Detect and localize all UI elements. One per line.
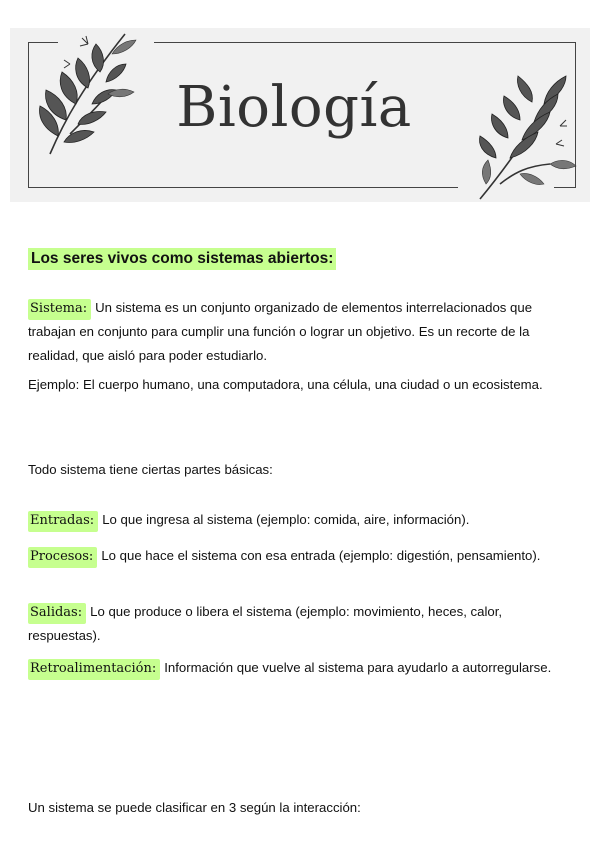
term-highlight: Sistema: (28, 299, 91, 320)
term-highlight: Procesos: (28, 547, 97, 568)
term-highlight: Retroalimentación: (28, 659, 160, 680)
part-salidas (28, 600, 576, 648)
term-highlight: Entradas: (28, 511, 98, 532)
part-text: Lo que ingresa al sistema (ejemplo: comida, aire, información). (102, 512, 470, 527)
example-paragraph: Ejemplo: El cuerpo humano, una computadora, una célula, una ciudad o un ecosistema. (28, 377, 543, 392)
part-text: Lo que produce o libera el sistema (ejemplo: movimiento, heces, calor, respuestas). (28, 604, 503, 643)
definition-sistema (28, 296, 576, 368)
section-heading: Los seres vivos como sistemas abiertos: (28, 248, 336, 270)
part-text: Información que vuelve al sistema para ayudarlo a autorregularse. (164, 660, 552, 675)
parts-intro: Todo sistema tiene ciertas partes básicas: (28, 462, 273, 477)
part-text: Lo que hace el sistema con esa entrada (ejemplo: digestión, pensamiento). (101, 548, 541, 563)
page-title: Biología (176, 75, 412, 140)
part-retroalimentacion (28, 656, 576, 680)
part-entradas (28, 508, 576, 532)
part-procesos (28, 544, 576, 568)
classification-paragraph: Un sistema se puede clasificar en 3 según la interacción: (28, 800, 361, 815)
term-highlight: Salidas: (28, 603, 86, 624)
definition-text: Un sistema es un conjunto organizado de elementos interrelacionados que trabajan en conjunto para cumplir una función o lograr un objetivo. Es un recorte de la realidad, que aisló para poder estudiarlo. (28, 300, 533, 363)
document-body (28, 248, 576, 815)
